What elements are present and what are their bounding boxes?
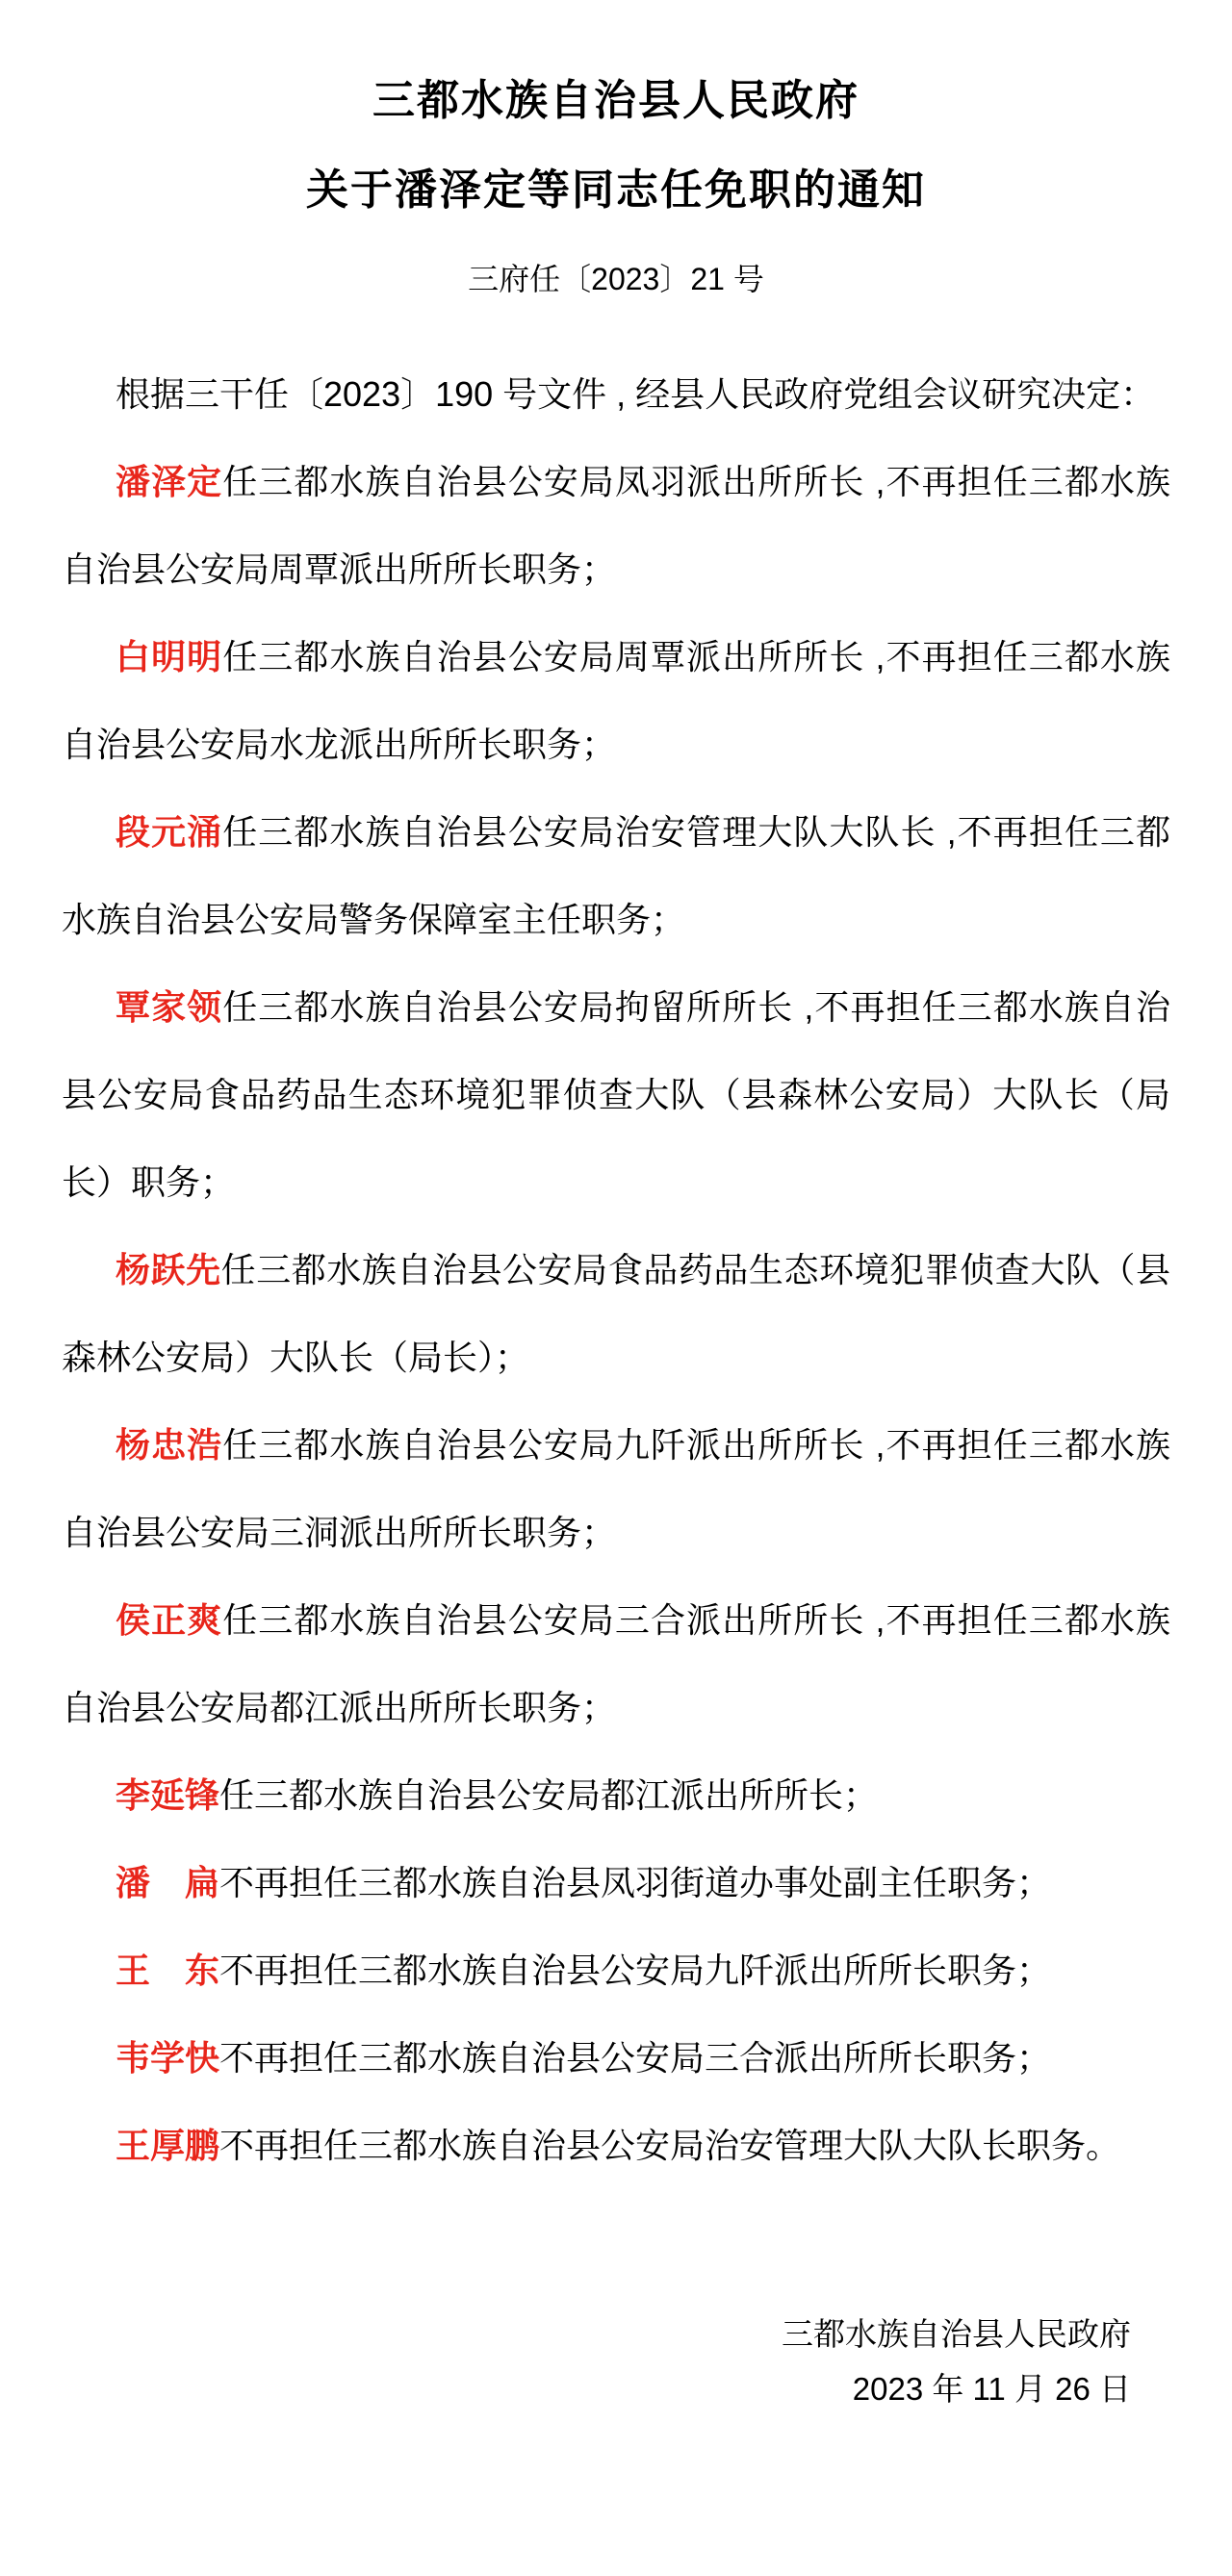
appointment-text: 不再担任三都水族自治县公安局三合派出所所长职务； <box>219 2038 1052 2078</box>
appointment-paragraph <box>62 963 1170 1226</box>
signature-date: 2023 年 11 月 26 日 <box>852 2371 1131 2407</box>
appointment-text: 任三都水族自治县公安局拘留所所长 ,不再担任三都水族自治县公安局食品药品生态环境犯罪侦查大队（县森林公安局）大队长（局长）职务； <box>62 987 1170 1202</box>
person-name: 韦学快 <box>116 2038 220 2078</box>
document-body <box>62 350 1170 2189</box>
person-name: 李延锋 <box>116 1775 220 1815</box>
appointment-paragraph <box>62 788 1170 963</box>
appointment-text: 任三都水族自治县公安局治安管理大队大队长 ,不再担任三都水族自治县公安局警务保障室主任职务； <box>62 812 1170 939</box>
appointment-text: 任三都水族自治县公安局九阡派出所所长 ,不再担任三都水族自治县公安局三洞派出所所长职务； <box>62 1425 1170 1552</box>
appointment-text: 任三都水族自治县公安局都江派出所所长； <box>219 1775 879 1815</box>
appointment-text: 不再担任三都水族自治县公安局九阡派出所所长职务； <box>219 1951 1052 1990</box>
signature-block <box>62 2307 1170 2416</box>
appointment-text: 任三都水族自治县公安局食品药品生态环境犯罪侦查大队（县森林公安局）大队长（局长）； <box>62 1250 1170 1377</box>
intro-paragraph: 根据三干任〔2023〕190 号文件 , 经县人民政府党组会议研究决定： <box>116 374 1156 414</box>
signature-org: 三都水族自治县人民政府 <box>782 2316 1131 2352</box>
appointment-text: 任三都水族自治县公安局凤羽派出所所长 ,不再担任三都水族自治县公安局周覃派出所所长职务； <box>62 462 1170 589</box>
appointment-text: 任三都水族自治县公安局周覃派出所所长 ,不再担任三都水族自治县公安局水龙派出所所长职务； <box>62 637 1170 764</box>
appointment-paragraph <box>62 438 1170 613</box>
appointment-text: 不再担任三都水族自治县公安局治安管理大队大队长职务。 <box>219 2126 1121 2165</box>
person-name: 潘 扁 <box>116 1863 220 1902</box>
person-name: 段元涌 <box>116 812 223 852</box>
document-title-line2: 关于潘泽定等同志任免职的通知 <box>306 166 926 214</box>
appointment-paragraph <box>62 2102 1170 2189</box>
person-name: 王厚鹏 <box>116 2126 220 2165</box>
appointment-paragraph <box>62 1401 1170 1576</box>
person-name: 白明明 <box>116 637 223 676</box>
appointment-text: 不再担任三都水族自治县凤羽街道办事处副主任职务； <box>219 1863 1052 1902</box>
appointment-paragraph <box>62 1839 1170 1926</box>
appointments-list <box>62 438 1170 2189</box>
appointment-text: 任三都水族自治县公安局三合派出所所长 ,不再担任三都水族自治县公安局都江派出所所长职务； <box>62 1600 1170 1727</box>
appointment-paragraph <box>62 1576 1170 1751</box>
appointment-paragraph <box>62 1226 1170 1401</box>
document-title-line1: 三都水族自治县人民政府 <box>372 77 860 124</box>
person-name: 王 东 <box>116 1951 220 1990</box>
person-name: 潘泽定 <box>116 462 223 501</box>
person-name: 侯正爽 <box>116 1600 223 1640</box>
person-name: 杨跃先 <box>116 1250 221 1289</box>
document-number: 三府任〔2023〕21 号 <box>468 262 764 296</box>
appointment-paragraph <box>62 2014 1170 2102</box>
person-name: 覃家领 <box>116 987 223 1027</box>
appointment-paragraph <box>62 1926 1170 2014</box>
appointment-paragraph <box>62 613 1170 788</box>
person-name: 杨忠浩 <box>116 1425 223 1465</box>
appointment-paragraph <box>62 1751 1170 1839</box>
